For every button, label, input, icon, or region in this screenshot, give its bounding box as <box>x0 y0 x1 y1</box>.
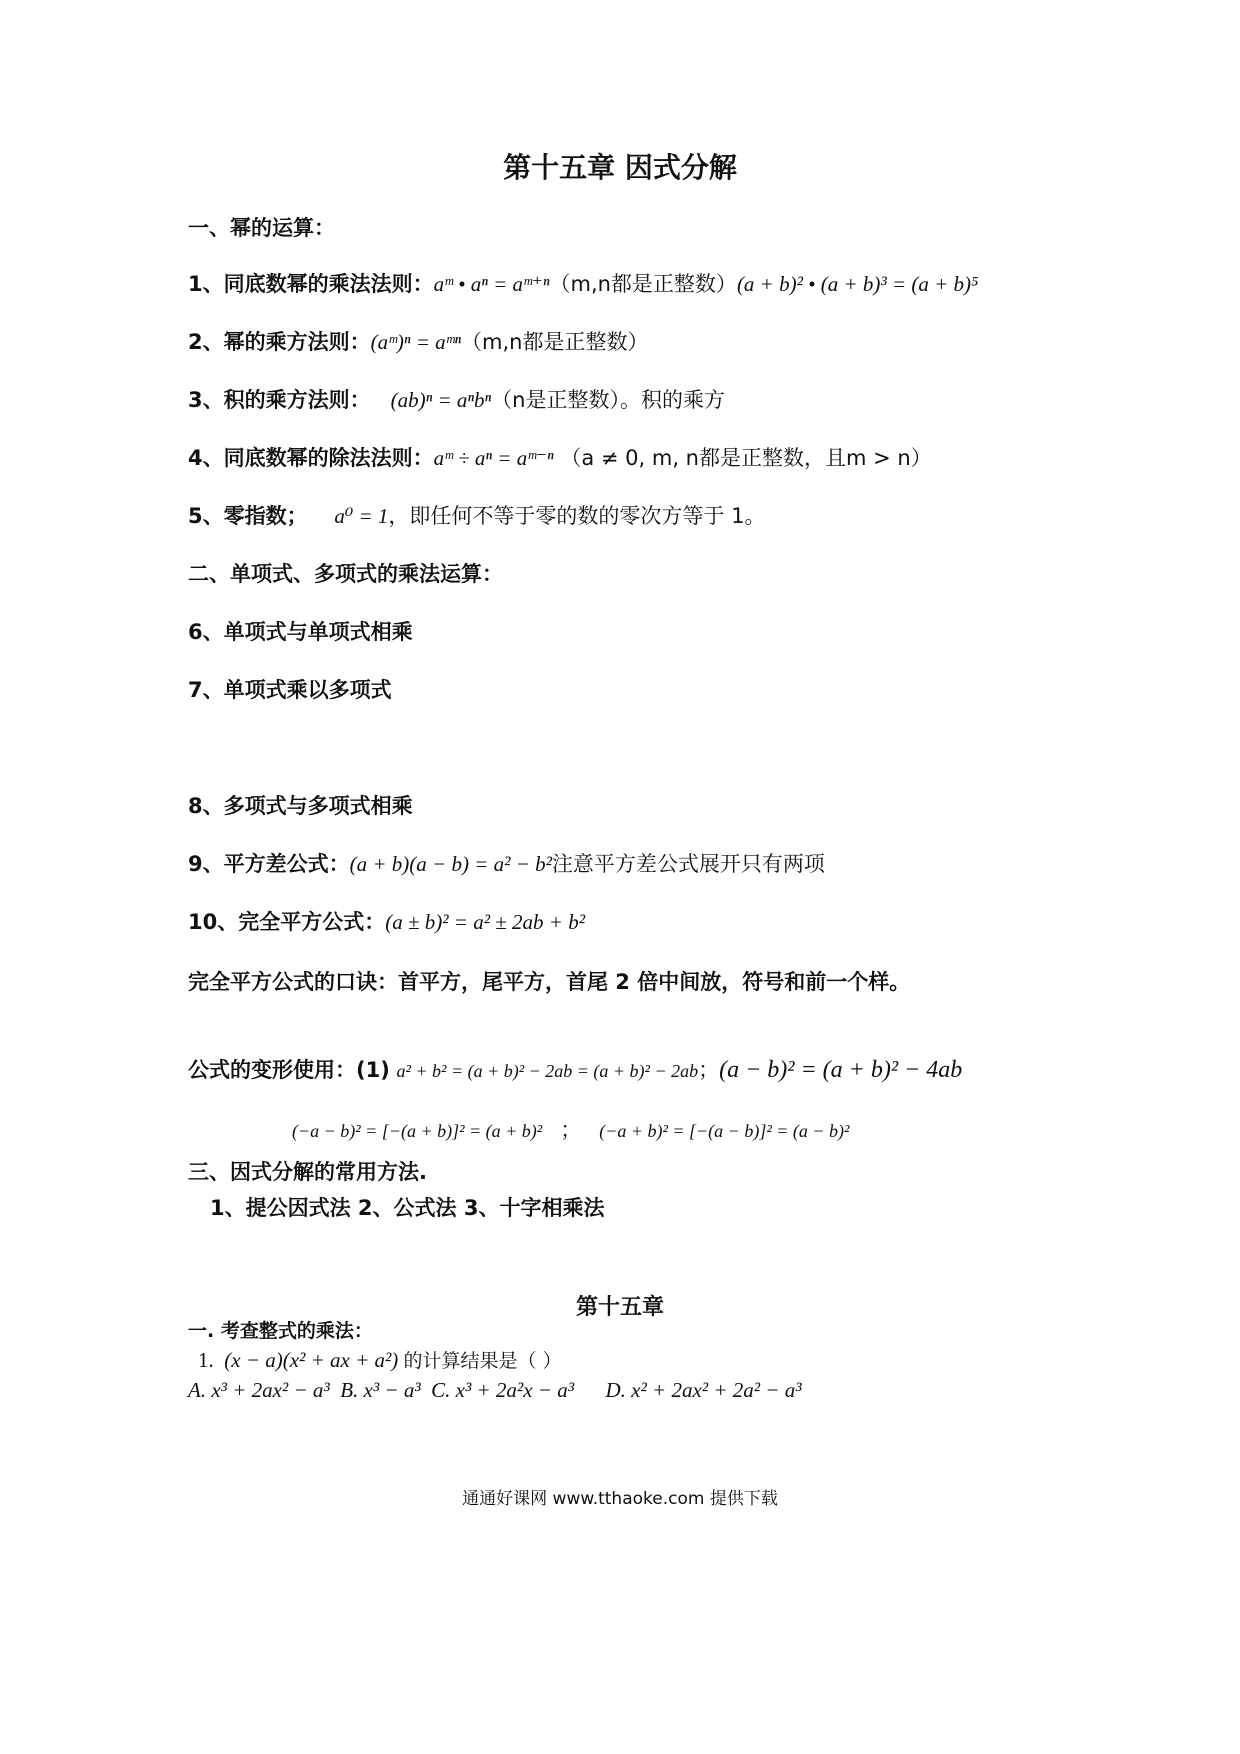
rule-4-formula: aᵐ ÷ aⁿ = aᵐ⁻ⁿ <box>433 446 554 470</box>
question-1-text: 的计算结果是（ ） <box>403 1350 562 1372</box>
footer-credit: 通通好课网 www.tthaoke.com 提供下载 <box>462 1489 778 1509</box>
rule-1-label: 1、同底数幂的乘法法则： <box>188 272 434 296</box>
rule-3-condition: （n是正整数）。积的乘方 <box>491 388 725 412</box>
variant-line-2-separator: ； <box>560 1118 582 1142</box>
rule-2-condition: （m,n都是正整数） <box>461 330 649 354</box>
formula-variants <box>188 1054 962 1084</box>
question-1 <box>198 1346 562 1373</box>
rule-6: 6、单项式与单项式相乘 <box>188 620 413 644</box>
question-1-expression: (x − a)(x² + ax + a²) <box>224 1348 399 1372</box>
rule-8: 8、多项式与多项式相乘 <box>188 794 413 818</box>
mnemonic-text: 完全平方公式的口诀：首平方，尾平方，首尾 2 倍中间放，符号和前一个样。 <box>188 970 911 994</box>
rule-4-label: 4、同底数幂的除法法则： <box>188 446 434 470</box>
rule-10 <box>188 906 585 936</box>
formula-variants-line-2 <box>292 1114 849 1144</box>
rule-9-label: 9、平方差公式： <box>188 852 350 876</box>
variant-formula-2: (a − b)² = (a + b)² − 4ab <box>719 1057 963 1083</box>
rule-3-label: 3、积的乘方法则： <box>188 388 371 412</box>
rule-9 <box>188 848 825 878</box>
option-b: B. x³ − a³ <box>340 1378 421 1402</box>
section-heading-powers: 一、幂的运算： <box>188 216 335 240</box>
rule-5 <box>188 500 765 530</box>
rule-2-label: 2、幂的乘方法则： <box>188 330 371 354</box>
option-a: A. x³ + 2ax² − a³ <box>188 1378 330 1402</box>
section-heading-factoring: 三、因式分解的常用方法. <box>188 1160 427 1184</box>
rule-9-formula: (a + b)(a − b) = a² − b² <box>349 852 552 876</box>
rule-3-formula: (ab)ⁿ = aⁿbⁿ <box>390 388 492 412</box>
question-1-options <box>188 1378 802 1403</box>
variant-label: 公式的变形使用：(1) <box>188 1058 390 1082</box>
rule-9-note: 注意平方差公式展开只有两项 <box>551 852 825 876</box>
variant-separator: ； <box>698 1058 720 1082</box>
rule-3 <box>188 384 725 414</box>
rule-4-condition: （a ≠ 0, m, n都是正整数，且m > n） <box>560 446 932 470</box>
exercise-heading: 一. 考查整式的乘法： <box>188 1320 373 1342</box>
rule-4 <box>188 442 932 472</box>
page-title: 第十五章 因式分解 <box>503 151 737 184</box>
rule-1-condition: （m,n都是正整数） <box>549 272 737 296</box>
variant-line-2b: (−a + b)² = [−(a − b)]² = (a − b)² <box>599 1121 850 1141</box>
rule-5-label: 5、零指数； <box>188 504 308 528</box>
variant-formula-1: a² + b² = (a + b)² − 2ab = (a + b)² − 2ab <box>396 1061 699 1081</box>
section-heading-multiplication: 二、单项式、多项式的乘法运算： <box>188 562 503 586</box>
rule-7: 7、单项式乘以多项式 <box>188 678 392 702</box>
rule-2-formula: (aᵐ)ⁿ = aᵐⁿ <box>370 330 462 354</box>
rule-5-condition: ，即任何不等于零的数的零次方等于 1。 <box>388 504 766 528</box>
rule-10-formula: (a ± b)² = a² ± 2ab + b² <box>385 910 586 934</box>
chapter-title: 第十五章 <box>575 1294 664 1320</box>
option-d: D. x² + 2ax² + 2a² − a³ <box>605 1378 802 1402</box>
rule-2 <box>188 326 648 356</box>
rule-1-example: (a + b)² • (a + b)³ = (a + b)⁵ <box>736 272 979 296</box>
variant-line-2a: (−a − b)² = [−(a + b)]² = (a + b)² <box>292 1121 543 1141</box>
option-c: C. x³ + 2a²x − a³ <box>431 1378 575 1402</box>
rule-10-label: 10、完全平方公式： <box>188 910 386 934</box>
question-1-number: 1. <box>198 1348 214 1372</box>
factoring-methods: 1、提公因式法 2、公式法 3、十字相乘法 <box>210 1196 605 1220</box>
rule-1-formula: aᵐ • aⁿ = aᵐ⁺ⁿ <box>433 272 550 296</box>
rule-5-formula: a⁰ = 1 <box>334 504 389 528</box>
rule-1 <box>188 268 978 298</box>
